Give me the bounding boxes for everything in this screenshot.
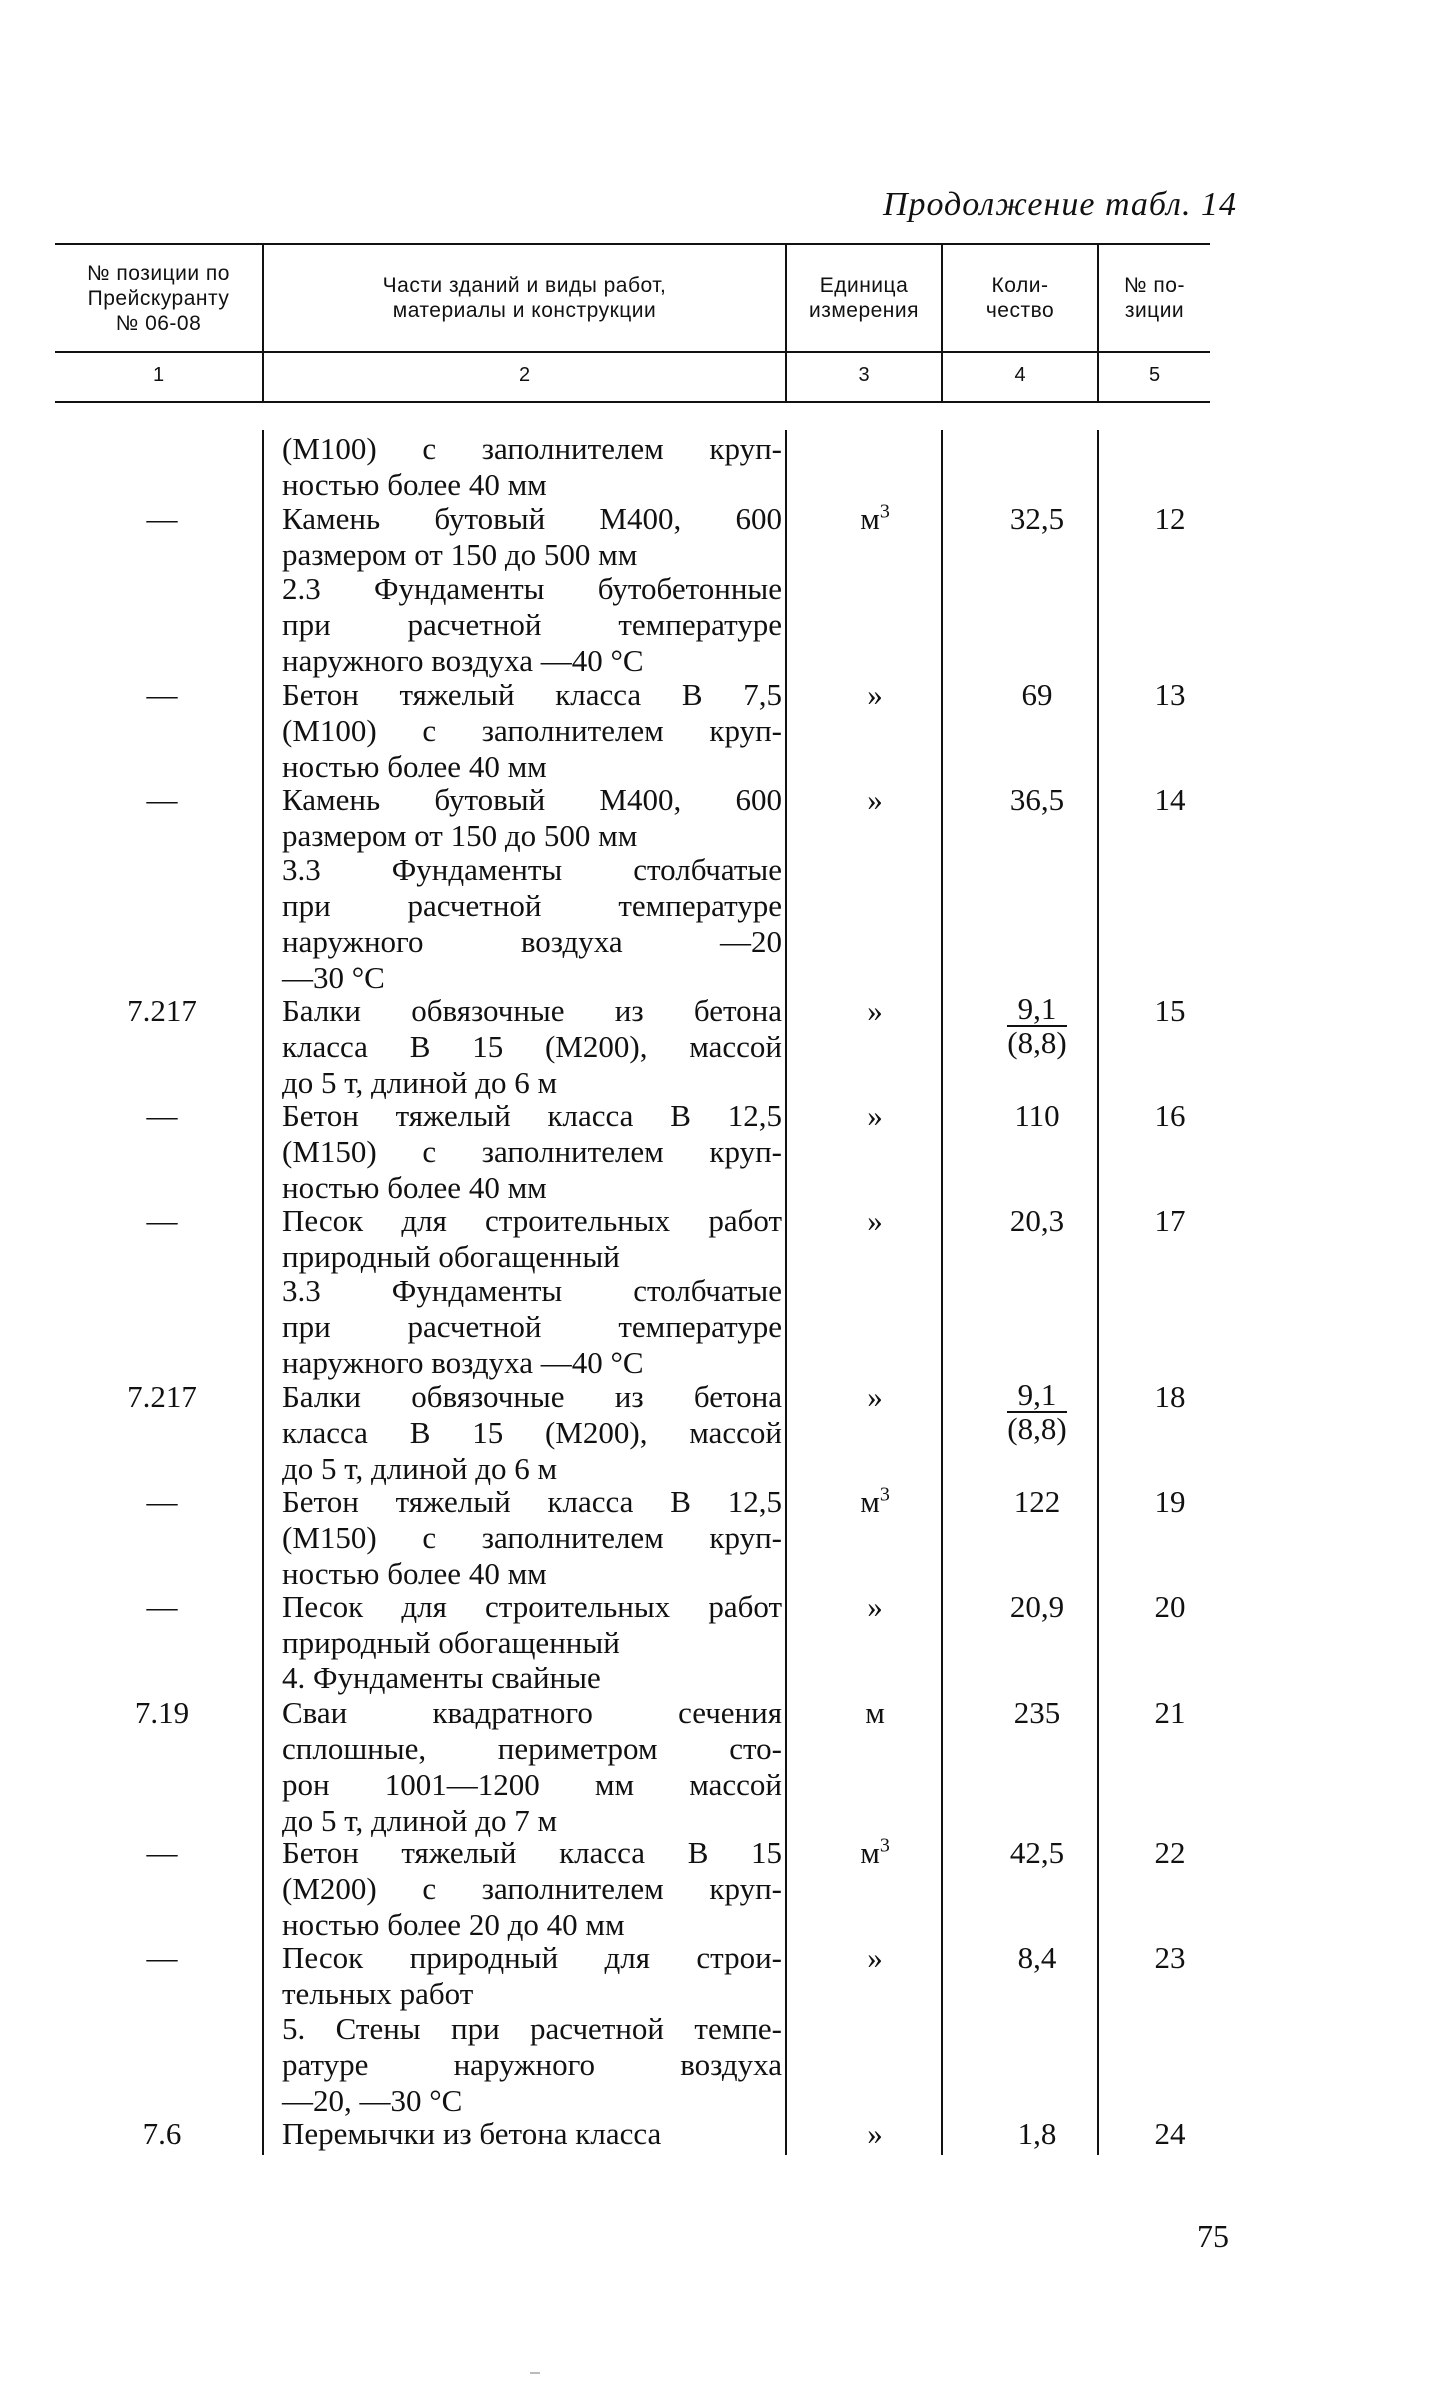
description-line: Песок природный для строи-	[282, 1940, 782, 1976]
row-description	[282, 1203, 782, 1275]
column-number-2: 2	[518, 364, 531, 386]
description-line: до 5 т, длиной до 7 м	[282, 1802, 558, 1838]
description-line: (М150) с заполнителем круп-	[282, 1520, 782, 1555]
description-line: 5. Стены при расчетной темпе-	[282, 2010, 782, 2046]
description-line: размером от 150 до 500 мм	[282, 818, 638, 853]
description-line: (М200) с заполнителем круп-	[282, 1871, 782, 1906]
column-number-1: 1	[152, 364, 165, 386]
row-unit: »	[867, 1203, 883, 1239]
header-position: № позиции по Прейскуранту № 06-08	[87, 261, 230, 335]
description-line: —30 °С	[282, 960, 385, 996]
description-line: (М150) с заполнителем круп-	[282, 1133, 782, 1169]
row-item-number: 24	[1154, 2115, 1186, 2151]
scan-smudge	[530, 2372, 540, 2374]
row-item-number: 18	[1154, 1378, 1186, 1414]
description-line: природный обогащенный	[282, 1625, 620, 1661]
row-description	[282, 501, 782, 573]
row-description	[282, 852, 782, 996]
row-item-number: 22	[1154, 1835, 1186, 1870]
description-line: 3.3 Фундаменты столбчатые	[282, 1273, 782, 1309]
quantity-fraction	[1007, 990, 1067, 1060]
description-line: Песок для строительных работ	[282, 1203, 782, 1239]
row-description	[282, 2011, 782, 2119]
row-description	[282, 1379, 782, 1487]
row-quantity: 122	[1013, 1484, 1061, 1519]
description-line: сплошные, периметром сто-	[282, 1730, 782, 1766]
row-unit: »	[867, 1589, 883, 1625]
description-line: 4. Фундаменты свайные	[282, 1659, 601, 1695]
body-divider-2	[785, 430, 787, 2155]
description-line: Бетон тяжелый класса В 7,5	[282, 676, 782, 712]
description-line: наружного воздуха —20	[282, 924, 782, 960]
description-line: тельных работ	[282, 1976, 474, 2012]
unit-cubic-meter: $м^3$	[860, 1834, 890, 1870]
description-line: Бетон тяжелый класса В 12,5	[282, 1484, 782, 1519]
row-item-number: 15	[1154, 992, 1186, 1028]
unit-cubic-meter: $м^3$	[860, 500, 890, 537]
row-quantity	[962, 1376, 1112, 1447]
column-number-4: 4	[1014, 364, 1026, 386]
row-position: —	[146, 1203, 178, 1239]
row-description	[282, 1589, 782, 1661]
row-position: 7.217	[127, 992, 197, 1028]
description-line: класса В 15 (М200), массой	[282, 1414, 782, 1450]
description-line: Балки обвязочные из бетона	[282, 992, 782, 1028]
row-description	[282, 677, 782, 785]
row-description	[282, 1660, 782, 1696]
row-item-number: 23	[1154, 1940, 1186, 1976]
row-unit	[800, 501, 950, 537]
column-number-5: 5	[1148, 364, 1161, 386]
description-line: при расчетной температуре	[282, 888, 782, 924]
row-position: 7.19	[134, 1694, 190, 1730]
table-top-rule	[55, 243, 1210, 245]
quantity-denominator: (8,8)	[1007, 1024, 1067, 1060]
unit-cubic-meter: $м^3$	[860, 1483, 890, 1519]
row-description	[282, 571, 782, 679]
description-line: при расчетной температуре	[282, 1309, 782, 1345]
row-unit: »	[867, 782, 883, 817]
description-line: до 5 т, длиной до 6 м	[282, 1450, 558, 1486]
row-position: —	[146, 676, 178, 712]
row-unit: »	[867, 992, 883, 1028]
row-item-number: 17	[1154, 1203, 1186, 1239]
description-line: до 5 т, длиной до 6 м	[282, 1064, 558, 1100]
row-position: —	[146, 1589, 178, 1625]
row-description	[282, 1484, 782, 1592]
row-position: 7.217	[127, 1378, 197, 1414]
row-position: —	[146, 1940, 178, 1976]
row-item-number: 13	[1154, 676, 1186, 712]
description-line: ностью более 40 мм	[282, 748, 547, 784]
row-description	[282, 1695, 782, 1839]
quantity-numerator: 9,1	[1007, 993, 1066, 1027]
header-quantity: Коли- чество	[985, 274, 1055, 322]
row-quantity: 20,9	[1009, 1589, 1065, 1625]
description-line: Сваи квадратного сечения	[282, 1694, 782, 1730]
column-number-3: 3	[858, 364, 870, 386]
table-caption: Продолжение табл. 14	[882, 186, 1237, 223]
header-bottom-rule	[55, 351, 1210, 353]
row-description	[282, 1835, 782, 1943]
row-item-number: 12	[1154, 501, 1186, 537]
description-line: ностью более 40 мм	[282, 1169, 547, 1205]
description-line: Балки обвязочные из бетона	[282, 1378, 782, 1414]
row-description	[282, 993, 782, 1101]
header-description: Части зданий и виды работ, материалы и конструкции	[382, 274, 667, 322]
description-line: Камень бутовый М400, 600	[282, 501, 782, 537]
row-item-number: 16	[1154, 1097, 1186, 1133]
row-item-number: 19	[1154, 1484, 1186, 1519]
row-description	[282, 2116, 782, 2152]
description-line: наружного воздуха —40 °С	[282, 1345, 644, 1381]
row-quantity: 20,3	[1009, 1203, 1065, 1239]
row-item-number: 20	[1154, 1589, 1186, 1625]
quantity-numerator: 9,1	[1007, 1379, 1066, 1413]
row-quantity: 32,5	[1009, 501, 1065, 537]
description-line: рон 1001—1200 мм массой	[282, 1766, 782, 1802]
row-unit: »	[867, 2115, 883, 2151]
description-line: Бетон тяжелый класса В 15	[282, 1835, 782, 1870]
row-quantity: 8,4	[1017, 1940, 1057, 1976]
description-line: 3.3 Фундаменты столбчатые	[282, 852, 782, 888]
row-quantity: 42,5	[1009, 1835, 1065, 1870]
quantity-denominator: (8,8)	[1007, 1410, 1067, 1446]
page-number: 75	[1197, 2218, 1229, 2254]
description-line: ностью более 40 мм	[282, 1556, 547, 1591]
description-line: —20, —30 °С	[282, 2082, 463, 2118]
row-unit: м	[865, 1694, 885, 1730]
description-line: при расчетной температуре	[282, 607, 782, 643]
description-line: (М100) с заполнителем круп-	[282, 712, 782, 748]
row-unit	[800, 1835, 950, 1871]
description-line: размером от 150 до 500 мм	[282, 537, 638, 573]
row-unit: »	[867, 1378, 883, 1414]
header-unit: Единица измерения	[808, 274, 920, 322]
row-unit: »	[867, 1097, 883, 1133]
row-unit: »	[867, 1940, 883, 1976]
row-description	[282, 431, 782, 503]
row-position: —	[146, 1484, 178, 1519]
row-quantity: 69	[1021, 676, 1053, 712]
description-line: Камень бутовый М400, 600	[282, 782, 782, 817]
row-quantity: 235	[1013, 1694, 1061, 1730]
description-line: ратуре наружного воздуха	[282, 2046, 782, 2082]
row-quantity	[962, 990, 1112, 1061]
description-line: класса В 15 (М200), массой	[282, 1028, 782, 1064]
row-description	[282, 1273, 782, 1381]
description-line: природный обогащенный	[282, 1239, 620, 1275]
row-item-number: 14	[1154, 782, 1186, 817]
description-line: наружного воздуха —40 °С	[282, 643, 644, 679]
row-item-number: 21	[1154, 1694, 1186, 1730]
row-description	[282, 1098, 782, 1206]
description-line: Песок для строительных работ	[282, 1589, 782, 1625]
row-position: —	[146, 1097, 178, 1133]
numbers-bottom-rule	[55, 401, 1210, 403]
row-quantity: 1,8	[1017, 2115, 1057, 2151]
row-position: —	[146, 1835, 178, 1870]
row-position: 7.6	[142, 2115, 182, 2151]
row-unit	[800, 1484, 950, 1520]
description-line: Перемычки из бетона класса	[282, 2115, 662, 2151]
header-item-number: № по- зиции	[1124, 274, 1185, 322]
description-line: Бетон тяжелый класса В 12,5	[282, 1097, 782, 1133]
quantity-fraction	[1007, 1376, 1067, 1446]
row-unit: »	[867, 676, 883, 712]
description-line: ностью более 20 до 40 мм	[282, 1907, 625, 1942]
description-line: 2.3 Фундаменты бутобетонные	[282, 571, 782, 607]
description-line: ностью более 40 мм	[282, 467, 547, 502]
row-position: —	[146, 501, 178, 537]
row-description	[282, 782, 782, 854]
row-position: —	[146, 782, 178, 817]
row-quantity: 36,5	[1009, 782, 1065, 817]
row-quantity: 110	[1014, 1097, 1060, 1133]
description-line: (М100) с заполнителем круп-	[282, 431, 782, 466]
row-description	[282, 1940, 782, 2012]
